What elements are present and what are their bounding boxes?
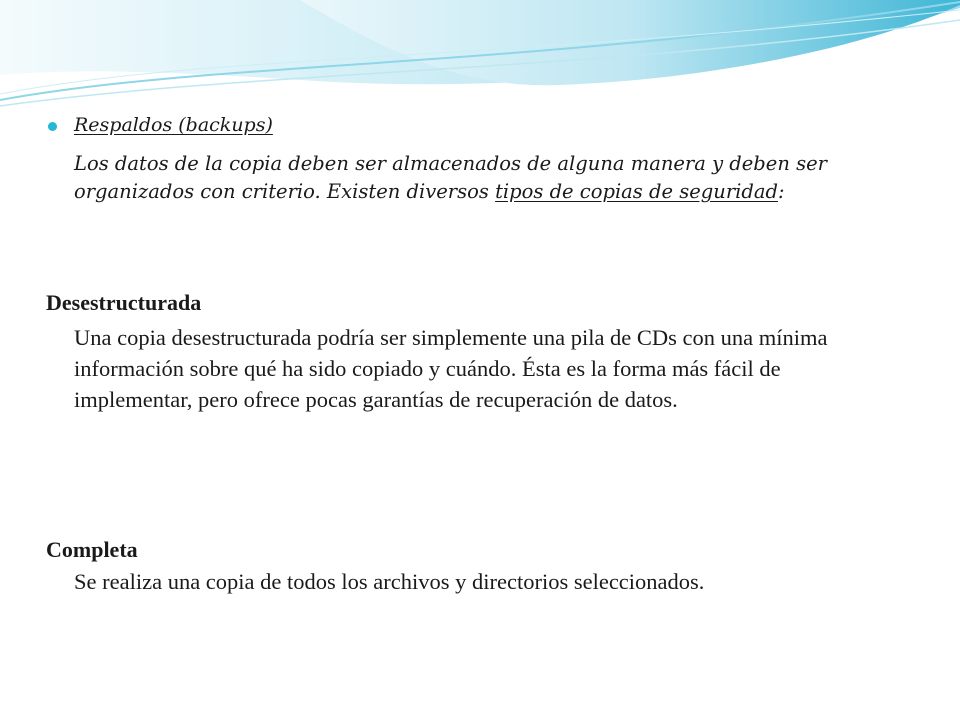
bullet-title: Respaldos (backups) xyxy=(74,114,273,136)
section-heading-completa: Completa xyxy=(46,537,138,562)
header-wave-decoration xyxy=(0,0,960,120)
bullet-body-text: Los datos de la copia deben ser almacenados de alguna manera y deben ser organizados con criterio. Existen diversos xyxy=(74,152,827,203)
bullet-dot-icon xyxy=(48,122,57,131)
section-text-desestructurada: Una copia desestructurada podría ser simplemente una pila de CDs con una mínima información sobre qué ha sido copiado y cuándo. Ésta es la forma más fácil de implementar, pero ofrece pocas garantías de recuperación de datos. xyxy=(74,325,828,412)
copy-types-link[interactable]: tipos de copias de seguridad xyxy=(495,180,778,203)
bullet-body xyxy=(74,150,874,206)
bullet-body-end: : xyxy=(777,180,785,203)
section-text-completa: Se realiza una copia de todos los archivos y directorios seleccionados. xyxy=(74,569,705,594)
section-heading-desestructurada: Desestructurada xyxy=(46,290,202,315)
